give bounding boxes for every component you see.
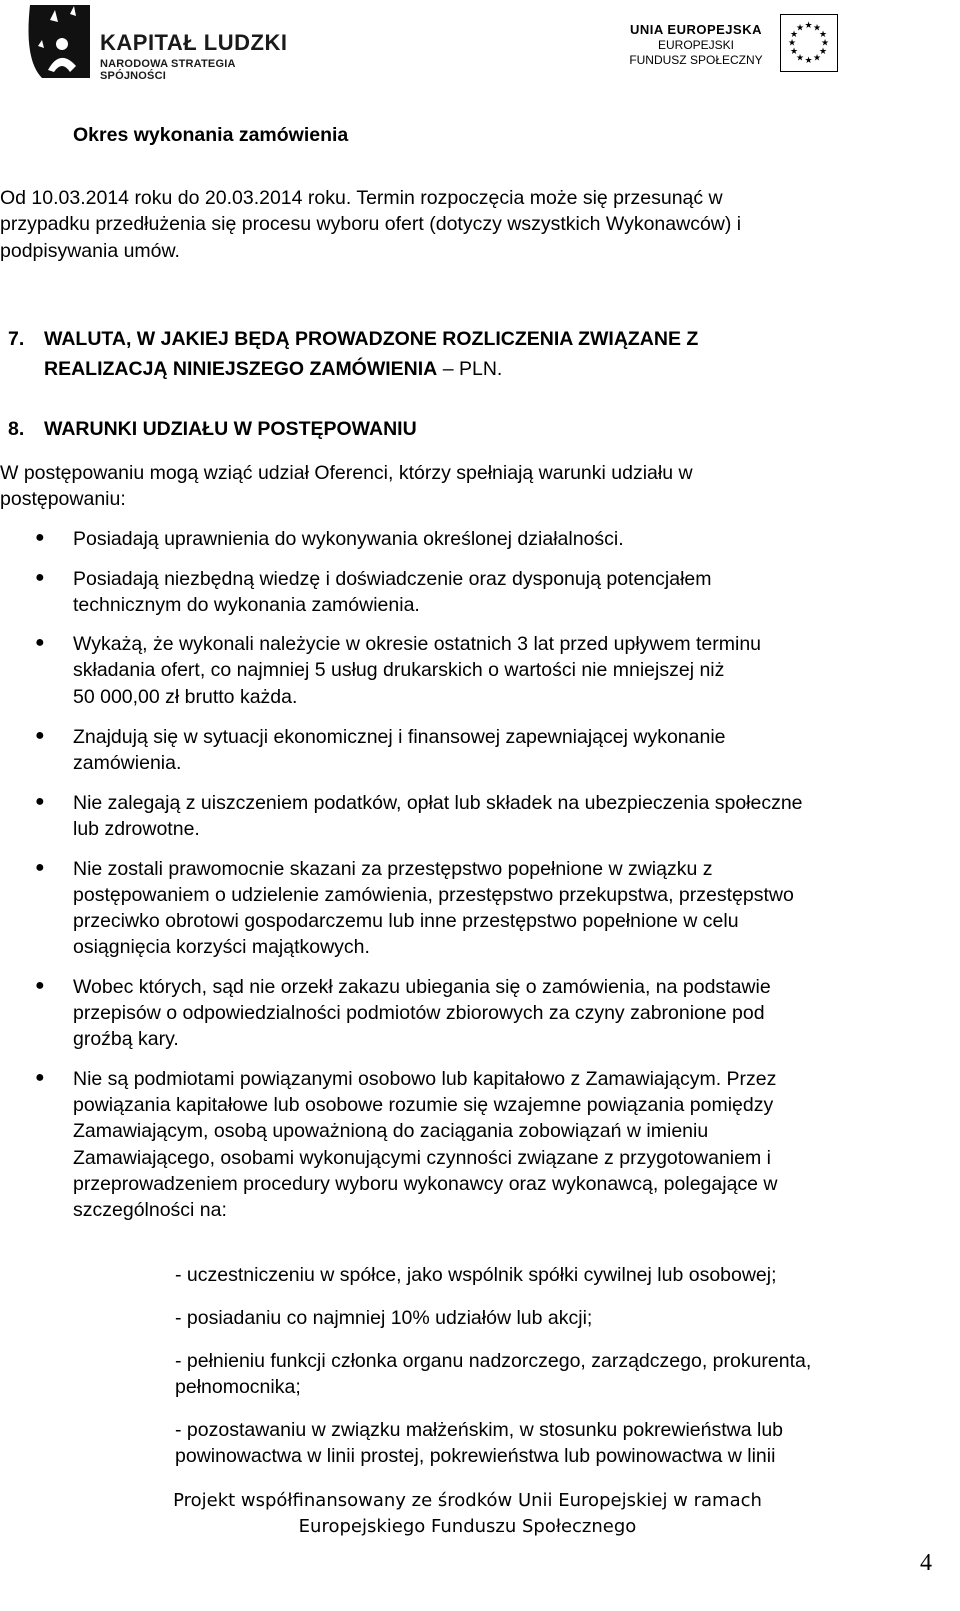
logo-subtitle: NARODOWA STRATEGIA SPÓJNOŚCI (100, 58, 236, 82)
dash-item: - pozostawaniu w związku małżeńskim, w stosunku pokrewieństwa lub (175, 1419, 784, 1441)
eu-logo-line2: EUROPEJSKI (657, 38, 735, 52)
dash-item: - posiadaniu co najmniej 10% udziałów lub akcji; (175, 1307, 593, 1329)
svg-text:★: ★ (804, 56, 813, 66)
svg-text:★: ★ (787, 38, 797, 49)
svg-text:★: ★ (789, 30, 799, 40)
svg-text:★: ★ (812, 53, 822, 64)
bullet-text: lub zdrowotne. (73, 818, 200, 840)
bullet-icon: ● (35, 793, 45, 810)
section7-currency: – PLN. (437, 358, 503, 380)
bullet-text: Zamawiającym, osobą upoważnioną do zaciągania zobowiązań w imieniu (73, 1120, 709, 1142)
bullet-icon: ● (35, 569, 45, 586)
bullet-text: przeciwko obrotowi gospodarczemu lub inne przestępstwo popełnione w celu (73, 910, 739, 932)
bullet-text: groźbą kary. (73, 1028, 179, 1050)
svg-text:★: ★ (789, 47, 799, 57)
svg-text:★: ★ (812, 23, 822, 34)
bullet-icon: ● (35, 977, 45, 994)
logo-title: KAPITAŁ LUDZKI (100, 30, 288, 55)
svg-text:★: ★ (820, 38, 830, 49)
footer-line1: Projekt współfinansowany ze środków Unii Europejskiej w ramach (173, 1490, 762, 1511)
bullet-text: przepisów o odpowiedzialności podmiotów zbiorowych za czyny zabronione pod (73, 1002, 765, 1024)
period-heading: Okres wykonania zamówienia (73, 124, 349, 146)
bullet-text: postępowaniem o udzielenie zamówienia, przestępstwo przekupstwa, przestępstwo (73, 884, 794, 906)
period-line: przypadku przedłużenia się procesu wyboru ofert (dotyczy wszystkich Wykonawców) i (0, 213, 742, 235)
svg-text:★: ★ (795, 23, 805, 34)
footer-line2: Europejskiego Funduszu Społecznego (298, 1516, 637, 1537)
section7-title-line2 (44, 356, 502, 383)
eu-logo-line1: UNIA EUROPEJSKA (630, 22, 762, 37)
bullet-text: powiązania kapitałowe lub osobowe rozumie się wzajemne powiązania pomiędzy (73, 1094, 774, 1116)
kapital-ludzki-logo (20, 0, 300, 82)
bullet-text: technicznym do wykonania zamówienia. (73, 594, 420, 616)
section7-title-bold: REALIZACJĄ NINIEJSZEGO ZAMÓWIENIA (44, 358, 438, 380)
section7-title-line1: WALUTA, W JAKIEJ BĘDĄ PROWADZONE ROZLICZENIA ZWIĄZANE Z (44, 328, 699, 350)
kapital-ludzki-emblem-icon (20, 0, 95, 82)
bullet-text: Posiadają niezbędną wiedzę i doświadczenie oraz dysponują potencjałem (73, 568, 712, 590)
dash-item: - uczestniczeniu w spółce, jako wspólnik spółki cywilnej lub osobowej; (175, 1264, 777, 1286)
bullet-text: osiągnięcia korzyści majątkowych. (73, 936, 370, 958)
bullet-text: Nie zostali prawomocnie skazani za przestępstwo popełnione w związku z (73, 858, 713, 880)
bullet-icon: ● (35, 634, 45, 651)
intro-line: W postępowaniu mogą wziąć udział Oferenci, którzy spełniają warunki udziału w (0, 462, 693, 484)
section7-number: 7. (8, 328, 25, 350)
bullet-text: Wykażą, że wykonali należycie w okresie ostatnich 3 lat przed upływem terminu (73, 633, 762, 655)
svg-text:★: ★ (804, 21, 813, 31)
section8-number: 8. (8, 418, 25, 440)
bullet-text: szczególności na: (73, 1199, 227, 1221)
bullet-text: Znajdują się w sytuacji ekonomicznej i finansowej zapewniającej wykonanie (73, 726, 726, 748)
bullet-text: zamówienia. (73, 752, 182, 774)
page-number: 4 (920, 1550, 932, 1576)
bullet-text: składania ofert, co najmniej 5 usług drukarskich o wartości nie mniejszej niż (73, 659, 725, 681)
dash-item: powinowactwa w linii prostej, pokrewieństwa lub powinowactwa w linii (175, 1445, 776, 1467)
bullet-text: przeprowadzeniem procedury wyboru wykonawcy oraz wykonawcą, polegające w (73, 1173, 778, 1195)
eu-flag-icon (780, 14, 838, 72)
svg-text:★: ★ (818, 30, 828, 40)
svg-text:★: ★ (818, 47, 828, 57)
intro-line: postępowaniu: (0, 488, 126, 510)
bullet-text: Nie zalegają z uiszczeniem podatków, opłat lub składek na ubezpieczenia społeczne (73, 792, 803, 814)
page-footer (0, 1488, 935, 1540)
period-line: Od 10.03.2014 roku do 20.03.2014 roku. Termin rozpoczęcia może się przesunąć w (0, 187, 723, 209)
section8-title: WARUNKI UDZIAŁU W POSTĘPOWANIU (44, 418, 417, 440)
bullet-text: Posiadają uprawnienia do wykonywania określonej działalności. (73, 528, 624, 550)
bullet-text: Zamawiającego, osobami wykonującymi czynności związane z przygotowaniem i (73, 1147, 771, 1169)
bullet-icon: ● (35, 529, 45, 546)
bullet-text: Wobec których, sąd nie orzekł zakazu ubiegania się o zamówienia, na podstawie (73, 976, 771, 998)
svg-text:★: ★ (795, 53, 805, 64)
bullet-text: 50 000,00 zł brutto każda. (73, 686, 298, 708)
eu-logo-line3: FUNDUSZ SPOŁECZNY (629, 53, 763, 67)
bullet-text: Nie są podmiotami powiązanymi osobowo lub kapitałowo z Zamawiającym. Przez (73, 1068, 777, 1090)
bullet-icon: ● (35, 859, 45, 876)
bullet-icon: ● (35, 1069, 45, 1086)
period-line: podpisywania umów. (0, 240, 180, 262)
eu-logo (620, 14, 850, 76)
dash-item: - pełnieniu funkcji członka organu nadzorczego, zarządczego, prokurenta, (175, 1350, 812, 1372)
dash-item: pełnomocnika; (175, 1376, 301, 1398)
bullet-icon: ● (35, 727, 45, 744)
